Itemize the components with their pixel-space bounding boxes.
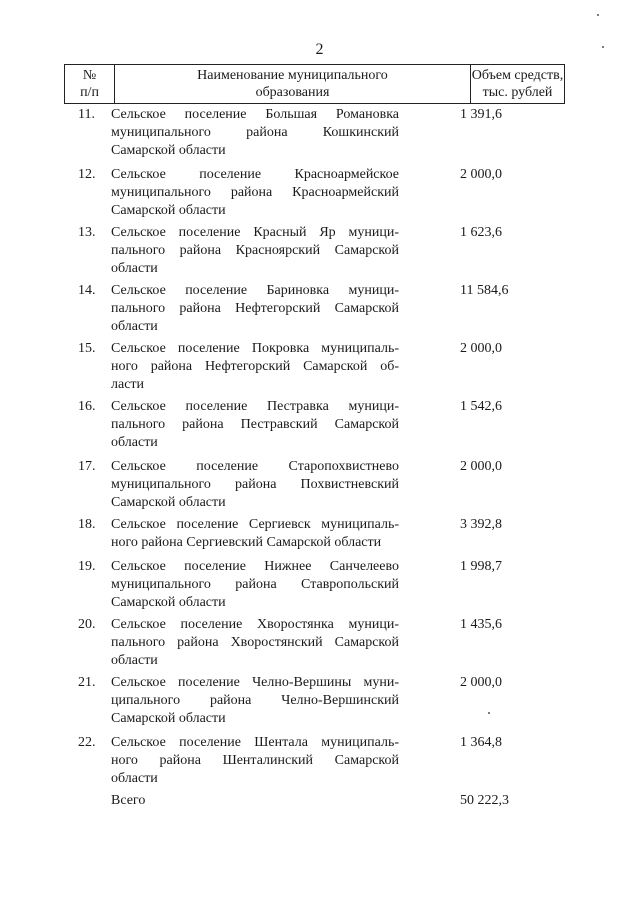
row-number: 12. [78,167,96,182]
name-line: Сельское поселение Шентала муниципаль- [111,735,399,750]
page-number: 2 [315,41,324,58]
name-line: ципального района Челно-Вершинский [111,693,399,708]
name-line: Сельское поселение Нижнее Санчелеево [111,559,399,574]
row-number: 19. [78,559,96,574]
name-line: области [111,771,158,786]
name-line: области [111,653,158,668]
name-line: Самарской области [111,203,226,218]
scan-speck [488,712,490,714]
name-line: Самарской области [111,143,226,158]
row-amount: 1 435,6 [460,617,502,632]
header-number-cell [65,65,115,103]
row-municipality-name [111,734,399,788]
header-number-line2: п/п [80,85,99,100]
name-line: Сельское поселение Хворостянка муници- [111,617,399,632]
row-number: 18. [78,517,96,532]
name-line: Сельское поселение Старопохвистнево [111,459,399,474]
table-header [64,64,565,104]
row-amount: 2 000,0 [460,459,502,474]
name-line: Сельское поселение Большая Романовка [111,107,399,122]
row-number: 17. [78,459,96,474]
row-number: 14. [78,283,96,298]
total-label: Всего [111,793,146,808]
row-municipality-name [111,282,399,336]
row-amount: 1 623,6 [460,225,502,240]
row-municipality-name [111,106,399,160]
header-amount-line2: тыс. рублей [482,85,553,100]
row-number: 21. [78,675,96,690]
row-number: 11. [78,107,95,122]
row-municipality-name [111,516,399,552]
row-amount: 2 000,0 [460,675,502,690]
row-amount: 1 391,6 [460,107,502,122]
name-line: ного района Шенталинский Самарской [111,753,399,768]
header-name-line2: образования [255,85,330,100]
row-municipality-name [111,674,399,728]
name-line: ного района Сергиевский Самарской области [111,535,382,550]
row-number: 15. [78,341,96,356]
name-line: Сельское поселение Красноармейское [111,167,399,182]
name-line: области [111,435,158,450]
header-amount-cell [471,65,564,103]
name-line: области [111,319,158,334]
row-number: 20. [78,617,96,632]
header-name-line1: Наименование муниципального [197,68,388,83]
name-line: муниципального района Ставропольский [111,577,399,592]
name-line: муниципального района Красноармейский [111,185,399,200]
row-amount: 2 000,0 [460,341,502,356]
scan-speck [597,14,599,16]
header-number-line1: № [82,68,97,83]
row-municipality-name [111,458,399,512]
row-number: 22. [78,735,96,750]
name-line: Самарской области [111,711,226,726]
row-municipality-name [111,224,399,278]
name-line: Самарской области [111,595,226,610]
row-amount: 1 364,8 [460,735,502,750]
name-line: муниципального района Похвистневский [111,477,399,492]
name-line: ного района Нефтегорский Самарской об- [111,359,399,374]
name-line: Самарской области [111,495,226,510]
name-line: пального района Нефтегорский Самарской [111,301,399,316]
row-municipality-name [111,616,399,670]
name-line: области [111,261,158,276]
row-amount: 2 000,0 [460,167,502,182]
name-line: Сельское поселение Челно-Вершины муни- [111,675,399,690]
name-line: Сельское поселение Красный Яр муници- [111,225,399,240]
name-line: пального района Хворостянский Самарской [111,635,399,650]
row-municipality-name [111,558,399,612]
header-name-cell [115,65,471,103]
row-municipality-name [111,166,399,220]
row-amount: 3 392,8 [460,517,502,532]
row-municipality-name [111,340,399,394]
total-amount: 50 222,3 [460,793,509,808]
name-line: Сельское поселение Покровка муниципаль- [111,341,399,356]
row-amount: 1 542,6 [460,399,502,414]
row-number: 13. [78,225,96,240]
scan-speck [602,46,604,48]
name-line: Сельское поселение Бариновка муници- [111,283,399,298]
row-amount: 1 998,7 [460,559,502,574]
name-line: Сельское поселение Пестравка муници- [111,399,399,414]
row-amount: 11 584,6 [460,283,509,298]
name-line: пального района Пестравский Самарской [111,417,399,432]
name-line: пального района Красноярский Самарской [111,243,399,258]
header-amount-line1: Объем средств, [471,68,564,83]
name-line: Сельское поселение Сергиевск муниципаль- [111,517,399,532]
row-number: 16. [78,399,96,414]
name-line: муниципального района Кошкинский [111,125,399,140]
row-municipality-name [111,398,399,452]
name-line: ласти [111,377,145,392]
